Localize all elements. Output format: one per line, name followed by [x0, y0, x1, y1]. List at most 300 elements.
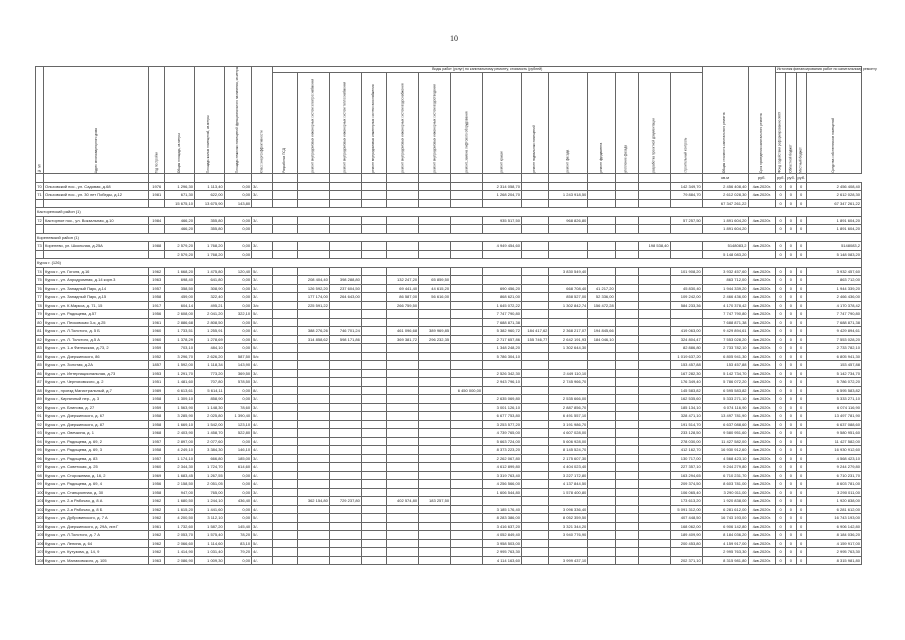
- cell-work: [638, 369, 670, 378]
- cell-work: [297, 352, 329, 361]
- cell-source: 8 603 781,00: [806, 480, 861, 489]
- cell-work: 2 887 856,70: [549, 403, 588, 412]
- cell-source: 6 805 941,30: [806, 352, 861, 361]
- cell-work: [419, 539, 451, 548]
- cell-address: Курск г., ул. Золотая, д.2А: [44, 361, 149, 370]
- cell-work: [483, 386, 522, 395]
- cell-source: 0: [796, 191, 806, 200]
- cell-work: [615, 446, 638, 455]
- cell-year: 1962: [149, 539, 165, 548]
- cell-year: 1981: [149, 191, 165, 200]
- cell-deadline: 4кв.2020г.: [748, 386, 775, 395]
- cell-energy-class: 3/-: [252, 242, 273, 251]
- cell-work: [615, 182, 638, 191]
- cell-year: 1962: [149, 497, 165, 506]
- cell-address: Курск г., ул. Л.Толстого, д. 7 А: [44, 531, 149, 540]
- header-area-nonliving: Площадь нежилых помещений функционального назначения, кв.метры: [224, 67, 251, 174]
- cell-area: 604,14: [165, 301, 195, 310]
- cell-work: [329, 437, 361, 446]
- cell-source: 5 142 734,70: [806, 369, 861, 378]
- cell-work: [588, 437, 615, 446]
- units-cell: руб.: [787, 175, 795, 181]
- cell-area: 1 683,45: [165, 471, 195, 480]
- cell-work: [387, 310, 419, 319]
- cell-work: 690 456,20: [483, 284, 522, 293]
- cell-work: [615, 250, 638, 259]
- cell-work: [451, 531, 483, 540]
- cell-work: [361, 488, 386, 497]
- cell-work: [329, 199, 361, 208]
- cell-num: 70: [37, 183, 42, 189]
- cell-area: 2 086,90: [165, 556, 195, 565]
- cell-source: 0: [775, 437, 785, 446]
- cell-work: 369 381,72: [387, 335, 419, 344]
- cell-deadline: 4кв.2020г.: [748, 539, 775, 548]
- cell-area: 1 309,10: [165, 395, 195, 404]
- cell-source: 0: [775, 480, 785, 489]
- cell-area-nonliving: 120,40: [224, 267, 251, 276]
- cell-num: 72: [37, 217, 42, 223]
- cell-work: [521, 446, 548, 455]
- cell-work: 419 063,00: [670, 327, 702, 336]
- cell-work: 4 137 844,50: [549, 480, 588, 489]
- cell-area-living: 1 113,40: [194, 182, 224, 191]
- cell-source: 0: [796, 318, 806, 327]
- cell-work: [451, 480, 483, 489]
- cell-work: [451, 437, 483, 446]
- cell-work: [329, 403, 361, 412]
- table-row: [36, 429, 862, 438]
- cell-work: [419, 242, 451, 251]
- table-row: [36, 318, 862, 327]
- cell-source: 0: [775, 514, 785, 523]
- cell-work: [588, 412, 615, 421]
- cell-work: [670, 548, 702, 557]
- cell-work: 2 642 191,93: [549, 335, 588, 344]
- cell-year: 1963: [149, 276, 165, 285]
- units-cell: [36, 174, 44, 183]
- cell-work: [361, 548, 386, 557]
- cell-area-living: 858,90: [194, 395, 224, 404]
- header-row: [36, 67, 862, 73]
- cell-work: [419, 369, 451, 378]
- cell-work: [521, 216, 548, 225]
- cell-area-nonliving: 146,10: [224, 446, 251, 455]
- cell-work: [588, 539, 615, 548]
- cell-source: 0: [775, 454, 785, 463]
- table-row: [36, 395, 862, 404]
- cell-area: 2 897,00: [165, 437, 195, 446]
- cell-energy-class: 3/-: [252, 395, 273, 404]
- cell-source: 0: [786, 429, 796, 438]
- cell-work: [638, 480, 670, 489]
- cell-work: 2 449 110,10: [549, 369, 588, 378]
- cell-source: 0: [796, 437, 806, 446]
- cell-deadline: 4кв.2020г.: [748, 327, 775, 336]
- cell-source: 0: [796, 446, 806, 455]
- table-row: [36, 344, 862, 353]
- cell-work: [521, 531, 548, 540]
- cell-work: [329, 412, 361, 421]
- cell-work: [521, 412, 548, 421]
- cell-work: [297, 463, 329, 472]
- cell-source: 0: [786, 250, 796, 259]
- cell-source: 7 553 028,20: [806, 335, 861, 344]
- cell-work: [521, 250, 548, 259]
- cell-source: 0: [786, 301, 796, 310]
- cell-address: Касторное пос., ул. Вокзальная, д.10: [44, 216, 149, 225]
- cell-area-nonliving: 0,00: [224, 182, 251, 191]
- cell-num: 88: [37, 387, 42, 393]
- cell-work: [329, 463, 361, 472]
- cell-work: [588, 548, 615, 557]
- cell-area: 671,30: [165, 191, 195, 200]
- cell-work: [297, 488, 329, 497]
- cell-address: Курск г., ул. Сторожевая, д. 16, 2: [44, 471, 149, 480]
- cell-work: [272, 429, 297, 438]
- cell-work: 126 592,20: [297, 284, 329, 293]
- cell-deadline: 4кв.2020г.: [748, 522, 775, 531]
- cell-work: 2 745 966,70: [549, 378, 588, 387]
- cell-work: [419, 556, 451, 565]
- cell-source: 0: [786, 514, 796, 523]
- cell-source: 9 429 894,61: [806, 327, 861, 336]
- cell-work: [451, 182, 483, 191]
- cell-work: [361, 369, 386, 378]
- cell-work: 142 349,70: [670, 182, 702, 191]
- cell-area-living: 1 255,91: [194, 327, 224, 336]
- cell-work: [521, 556, 548, 565]
- cell-total: 4 159 917,00: [702, 539, 748, 548]
- cell-work: [521, 225, 548, 234]
- cell-work: 225 591,22: [297, 301, 329, 310]
- cell-work: [615, 395, 638, 404]
- cell-year: 1984: [149, 216, 165, 225]
- cell-deadline: 4кв.2020г.: [748, 369, 775, 378]
- cell-work: [419, 471, 451, 480]
- cell-source: 0: [786, 412, 796, 421]
- cell-source: 0: [775, 352, 785, 361]
- cell-work: 2 717 657,86: [483, 335, 522, 344]
- cell-work: [521, 548, 548, 557]
- cell-year: 1952: [149, 352, 165, 361]
- cell-work: [297, 191, 329, 200]
- cell-area: 6 613,61: [165, 386, 195, 395]
- cell-area-nonliving: 79,20: [224, 548, 251, 557]
- cell-work: [419, 199, 451, 208]
- cell-work: 3 940 776,90: [549, 531, 588, 540]
- cell-num: 75: [37, 277, 42, 283]
- cell-year: 1962: [149, 505, 165, 514]
- cell-area-nonliving: 83,10: [224, 539, 251, 548]
- cell-work: [297, 267, 329, 276]
- cell-num: 85: [37, 362, 42, 368]
- cell-source: 5148083,2: [806, 242, 861, 251]
- cell-work: 3 185 176,40: [483, 505, 522, 514]
- cell-source: 0: [786, 318, 796, 327]
- cell-year: 1957: [149, 454, 165, 463]
- cell-source: 0: [796, 429, 806, 438]
- cell-total: 13 497 781,90: [702, 412, 748, 421]
- cell-total: 2 456 408,40: [702, 182, 748, 191]
- cell-deadline: 4кв.2020г.: [748, 412, 775, 421]
- cell-year: 1969: [149, 471, 165, 480]
- cell-work: [521, 437, 548, 446]
- cell-work: 8 052 359,50: [549, 514, 588, 523]
- cell-area-nonliving: 587,50: [224, 352, 251, 361]
- table-row: [36, 327, 862, 336]
- cell-work: 163 294,65: [670, 471, 702, 480]
- header-energy-class: Класс энергоэффективности: [252, 67, 273, 174]
- table-row: [36, 369, 862, 378]
- cell-work: [329, 225, 361, 234]
- cell-work: 398 288,80: [329, 276, 361, 285]
- units-cell: [638, 174, 670, 183]
- cell-work: 5 786 304,10: [483, 352, 522, 361]
- cell-work: [297, 480, 329, 489]
- cell-work: [387, 446, 419, 455]
- cell-energy-class: 5/c: [252, 352, 273, 361]
- section-label: Кореневский район (1): [36, 233, 862, 242]
- cell-work: [329, 539, 361, 548]
- cell-work: [387, 378, 419, 387]
- cell-source: 0: [796, 471, 806, 480]
- cell-work: [419, 446, 451, 455]
- cell-area: 2 579,20: [165, 242, 195, 251]
- cell-num: 97: [37, 464, 42, 470]
- cell-work: [419, 361, 451, 370]
- cell-work: [615, 429, 638, 438]
- cell-work: 2 535 666,00: [549, 395, 588, 404]
- cell-num: 83: [37, 345, 42, 351]
- cell-deadline: 4кв.2020г.: [748, 293, 775, 302]
- cell-work: 729 237,80: [329, 497, 361, 506]
- cell-year: 1958: [149, 420, 165, 429]
- cell-work: [329, 242, 361, 251]
- cell-area: 1 615,20: [165, 505, 195, 514]
- cell-work: [521, 420, 548, 429]
- cell-work: [272, 378, 297, 387]
- cell-energy-class: 4/-: [252, 471, 273, 480]
- cell-work: [588, 182, 615, 191]
- cell-deadline: 4кв.2020г.: [748, 531, 775, 540]
- cell-energy-class: 5/-: [252, 429, 273, 438]
- cell-source: 0: [796, 395, 806, 404]
- cell-area: 466,20: [165, 216, 195, 225]
- cell-work: [361, 420, 386, 429]
- cell-work: [419, 395, 451, 404]
- cell-deadline: 4кв.2020г.: [748, 454, 775, 463]
- subtotal-row: [36, 250, 862, 259]
- cell-work: [483, 497, 522, 506]
- cell-area-living: 1 118,34: [194, 361, 224, 370]
- cell-work: 109 242,00: [670, 293, 702, 302]
- cell-work: 8 283 386,00: [483, 514, 522, 523]
- cell-work: [521, 191, 548, 200]
- cell-energy-class: 4/-: [252, 556, 273, 565]
- cell-work: [361, 293, 386, 302]
- cell-work: [521, 505, 548, 514]
- header-work-type: ремонт фасада: [549, 73, 588, 174]
- cell-work: [483, 361, 522, 370]
- cell-year: [149, 225, 165, 234]
- cell-source: 0: [775, 276, 785, 285]
- cell-source: 0: [775, 463, 785, 472]
- cell-work: [419, 522, 451, 531]
- cell-address: Курск г., ул. 2-я Рабочая, д. 8 Б: [44, 505, 149, 514]
- cell-work: [297, 182, 329, 191]
- table-row: [36, 267, 862, 276]
- cell-year: 1958: [149, 395, 165, 404]
- cell-work: 389 969,85: [419, 327, 451, 336]
- cell-area-nonliving: 0,00: [224, 242, 251, 251]
- cell-work: [615, 242, 638, 251]
- cell-year: [149, 250, 165, 259]
- cell-total: 5 333 271,10: [702, 395, 748, 404]
- cell-source: 0: [775, 539, 785, 548]
- cell-work: [419, 191, 451, 200]
- cell-year: 1962: [149, 548, 165, 557]
- cell-source: 0: [786, 497, 796, 506]
- cell-source: 0: [786, 352, 796, 361]
- cell-work: [588, 378, 615, 387]
- cell-work: [361, 412, 386, 421]
- cell-work: [329, 250, 361, 259]
- cell-work: [670, 310, 702, 319]
- cell-work: [419, 386, 451, 395]
- cell-area-living: 641,80: [194, 276, 224, 285]
- cell-energy-class: [252, 199, 273, 208]
- cell-year: 1957: [149, 437, 165, 446]
- table-row: [36, 480, 862, 489]
- cell-work: [615, 276, 638, 285]
- cell-source: 0: [786, 191, 796, 200]
- cell-energy-class: 3/-: [252, 522, 273, 531]
- cell-work: 2 526 342,30: [483, 369, 522, 378]
- cell-address: Курск г., ул. Аэродромная, д.14 корп.3: [44, 276, 149, 285]
- cell-work: [615, 505, 638, 514]
- header-deadline: Срок проведения капитального ремонта: [748, 67, 775, 174]
- cell-work: [419, 454, 451, 463]
- header-work-type: ремонт внутридомовых инженерных систем водоотведения: [419, 73, 451, 174]
- cell-source: 16 930 912,60: [806, 446, 861, 455]
- section-row: [36, 259, 862, 268]
- cell-source: 0: [796, 310, 806, 319]
- header-year: Год постройки: [149, 67, 165, 174]
- cell-source: 0: [775, 216, 785, 225]
- cell-source: 0: [786, 182, 796, 191]
- cell-area: 2 608,00: [165, 310, 195, 319]
- cell-work: 7 688 871,38: [483, 318, 522, 327]
- cell-work: 4 256 566,00: [483, 480, 522, 489]
- cell-deadline: 4кв.2020г.: [748, 403, 775, 412]
- cell-area-living: 3 384,30: [194, 446, 224, 455]
- cell-work: [588, 463, 615, 472]
- cell-area-living: 1 724,70: [194, 463, 224, 472]
- cell-work: 209 374,50: [670, 480, 702, 489]
- cell-source: 0: [796, 216, 806, 225]
- cell-area: 1 378,29: [165, 335, 195, 344]
- cell-source: 0: [775, 310, 785, 319]
- cell-work: 2 943 796,10: [483, 378, 522, 387]
- cell-work: [451, 522, 483, 531]
- cell-work: 5 091 312,00: [670, 505, 702, 514]
- cell-source: 5 333 271,10: [806, 395, 861, 404]
- cell-work: [272, 267, 297, 276]
- cell-work: [521, 369, 548, 378]
- cell-work: [638, 352, 670, 361]
- cell-deadline: [748, 199, 775, 208]
- cell-area: 459,00: [165, 293, 195, 302]
- cell-work: [451, 488, 483, 497]
- cell-work: [361, 403, 386, 412]
- header-source: Фонд содействия реформированию ЖКХ: [775, 73, 785, 174]
- cell-area: 4 200,50: [165, 514, 195, 523]
- cell-work: [297, 454, 329, 463]
- cell-area: 2 066,60: [165, 539, 195, 548]
- cell-area-nonliving: 78,20: [224, 531, 251, 540]
- cell-work: [588, 318, 615, 327]
- cell-work: 362 154,80: [297, 497, 329, 506]
- cell-work: 44 615,20: [419, 284, 451, 293]
- cell-work: [272, 216, 297, 225]
- cell-source: 2 466 436,00: [806, 293, 861, 302]
- table-row: [36, 471, 862, 480]
- cell-deadline: 4кв.2020г.: [748, 352, 775, 361]
- cell-work: [521, 284, 548, 293]
- cell-work: [297, 429, 329, 438]
- cell-work: [670, 318, 702, 327]
- cell-energy-class: 4/-: [252, 446, 273, 455]
- cell-energy-class: [252, 225, 273, 234]
- cell-work: 194 845,66: [588, 327, 615, 336]
- cell-work: [549, 250, 588, 259]
- cell-source: 1 920 838,00: [806, 497, 861, 506]
- cell-work: [272, 361, 297, 370]
- cell-source: 4 568 423,10: [806, 454, 861, 463]
- cell-work: [588, 403, 615, 412]
- cell-work: 2 262 067,80: [483, 454, 522, 463]
- cell-work: 52 336,00: [588, 293, 615, 302]
- cell-work: 184 046,10: [588, 335, 615, 344]
- cell-work: [588, 267, 615, 276]
- cell-source: 0: [775, 548, 785, 557]
- cell-work: [521, 488, 548, 497]
- cell-source: 6 074 116,90: [806, 403, 861, 412]
- cell-work: [451, 539, 483, 548]
- cell-source: 0: [775, 327, 785, 336]
- cell-work: [615, 522, 638, 531]
- cell-work: [272, 276, 297, 285]
- units-cell: [361, 174, 386, 183]
- cell-work: [615, 191, 638, 200]
- cell-work: [419, 437, 451, 446]
- cell-num: 77: [37, 294, 42, 300]
- cell-total: 6 637 088,60: [702, 420, 748, 429]
- cell-source: 0: [775, 242, 785, 251]
- cell-area-nonliving: 436,40: [224, 497, 251, 506]
- cell-work: [361, 429, 386, 438]
- table-row: [36, 446, 862, 455]
- cell-work: [272, 446, 297, 455]
- cell-source: 0: [786, 539, 796, 548]
- cell-work: [361, 335, 386, 344]
- cell-work: [670, 199, 702, 208]
- cell-work: 1 606 544,80: [483, 488, 522, 497]
- cell-work: [361, 276, 386, 285]
- cell-deadline: 4кв.2020г.: [748, 378, 775, 387]
- cell-total: 6 281 612,00: [702, 505, 748, 514]
